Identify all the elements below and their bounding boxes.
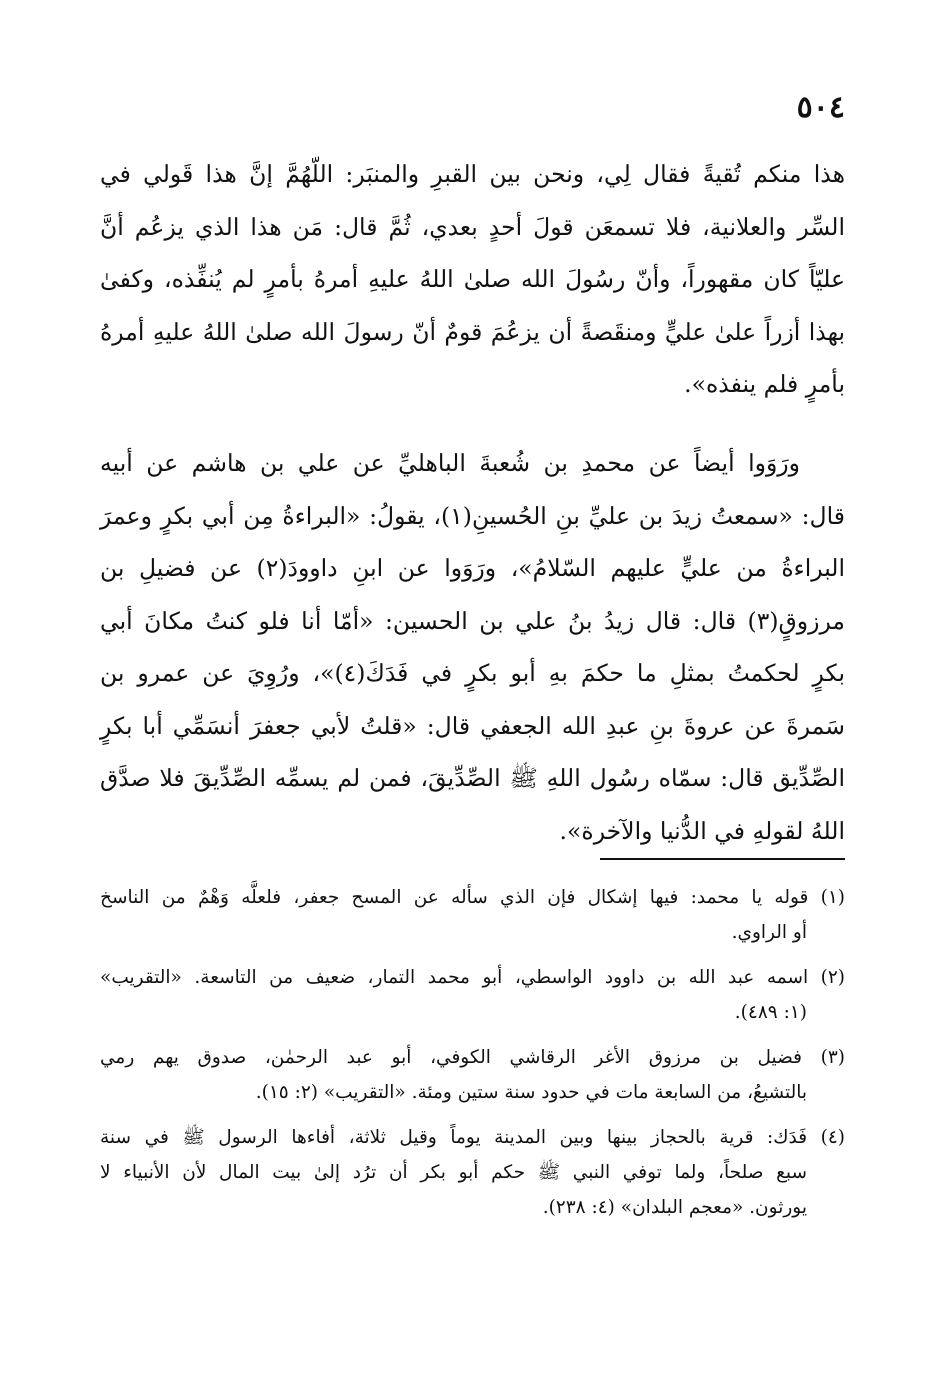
text-line: مرزوقٍ(٣) قال: قال زيدُ بنُ علي بن الحسين: «أمّا أنا فلو كنتُ مكانَ أبي bbox=[100, 606, 845, 635]
footnote-line: يورثون. «معجم البلدان» (٤: ٢٣٨). bbox=[542, 1197, 807, 1218]
text-line: ورَوَوا أيضاً عن محمدِ بن شُعبةَ الباهليِّ عن علي بن هاشم عن أبيه bbox=[100, 449, 800, 477]
text-line: قال: «سمعتُ زيدَ بن عليِّ بنِ الحُسينِ(١)، يقولُ: «البراءةُ مِن أبي بكرٍ وعمرَ bbox=[100, 501, 845, 530]
footnote-line: (٤) فَدَك: قرية بالحجاز بينها وبين المدينة يوماً وقيل ثلاثة، أفاءها الرسول ﷺ في سنة bbox=[100, 1127, 845, 1148]
text-line: اللهُ لقولهِ في الدُّنيا والآخرة». bbox=[559, 816, 845, 845]
paragraph-1 bbox=[100, 148, 845, 411]
footnote-line: (٣) فضيل بن مرزوق الأغر الرقاشي الكوفي، أبو عبد الرحمٰن، صدوق يهم رمي bbox=[100, 1047, 845, 1068]
footnote-line: بالتشيعُ، من السابعة مات في حدود سنة ستين ومئة. «التقريب» (٢: ١٥). bbox=[255, 1082, 807, 1103]
footnote-3 bbox=[100, 1040, 845, 1110]
footnote-line: (١) قوله يا محمد: فيها إشكال فإن الذي سأله عن المسح جعفر، فلعلَّه وَهْمٌ من الناسخ bbox=[100, 887, 845, 908]
footnote-divider bbox=[600, 858, 845, 860]
page-number: ٥٠٤ bbox=[796, 90, 845, 125]
text-line: بكرٍ لحكمتُ بمثلِ ما حكمَ بهِ أبو بكرٍ في فَدَكَ(٤)»، ورُوِيَ عن عمرو بن bbox=[100, 659, 845, 687]
text-line: عليّاً كان مقهوراً، وأنّ رسُولَ الله صلىٰ اللهُ عليهِ أمرهُ بأمرٍ لم يُنفِّذه، وكفىٰ bbox=[100, 265, 845, 293]
footnote-line: (٢) اسمه عبد الله بن داوود الواسطي، أبو محمد التمار، ضعيف من التاسعة. «التقريب» bbox=[100, 967, 845, 988]
footnote-line: أو الراوي. bbox=[731, 922, 807, 943]
text-line: الصِّدِّيق قال: سمّاه رسُول اللهِ ﷺ الصِّدِّيقَ، فمن لم يسمِّه الصِّدِّيقَ فلا صدَّق bbox=[100, 764, 845, 792]
text-line: البراءةُ من عليٍّ عليهم السّلامُ»، ورَوَوا عن ابنِ داوودَ(٢) عن فضيلِ بن bbox=[100, 554, 845, 582]
paragraph-2 bbox=[100, 437, 845, 857]
text-line: هذا منكم تُقيةً فقال لِي، ونحن بين القبرِ والمنبَر: اللّهُمَّ إنَّ هذا قَولي في bbox=[100, 160, 845, 188]
text-line: بأمرٍ فلم ينفذه». bbox=[684, 370, 845, 398]
footnote-line: (١: ٤٨٩). bbox=[734, 1002, 807, 1023]
text-line: السِّر والعلانية، فلا تسمعَن قولَ أحدٍ بعدي، ثُمَّ قال: مَن هذا الذي يزعُم أنَّ bbox=[100, 212, 845, 241]
text-line: بهذا أزراً علىٰ عليٍّ ومنقَصةً أن يزعُمَ قومٌ أنّ رسولَ الله صلىٰ اللهُ عليهِ أمرهُ bbox=[100, 317, 845, 346]
footnote-1 bbox=[100, 880, 845, 950]
footnotes bbox=[100, 880, 845, 1235]
footnote-2 bbox=[100, 960, 845, 1030]
footnote-line: سبع صلحاً، ولما توفي النبي ﷺ حكم أبو بكر أن ترُد إلىٰ بيت المال لأن الأنبياء لا bbox=[100, 1162, 807, 1183]
footnote-4 bbox=[100, 1120, 845, 1225]
text-line: سَمرةَ عن عروةَ بنِ عبدِ الله الجعفي قال: «قلتُ لأبي جعفرَ أنسَمِّي أبا بكرٍ bbox=[100, 711, 845, 740]
